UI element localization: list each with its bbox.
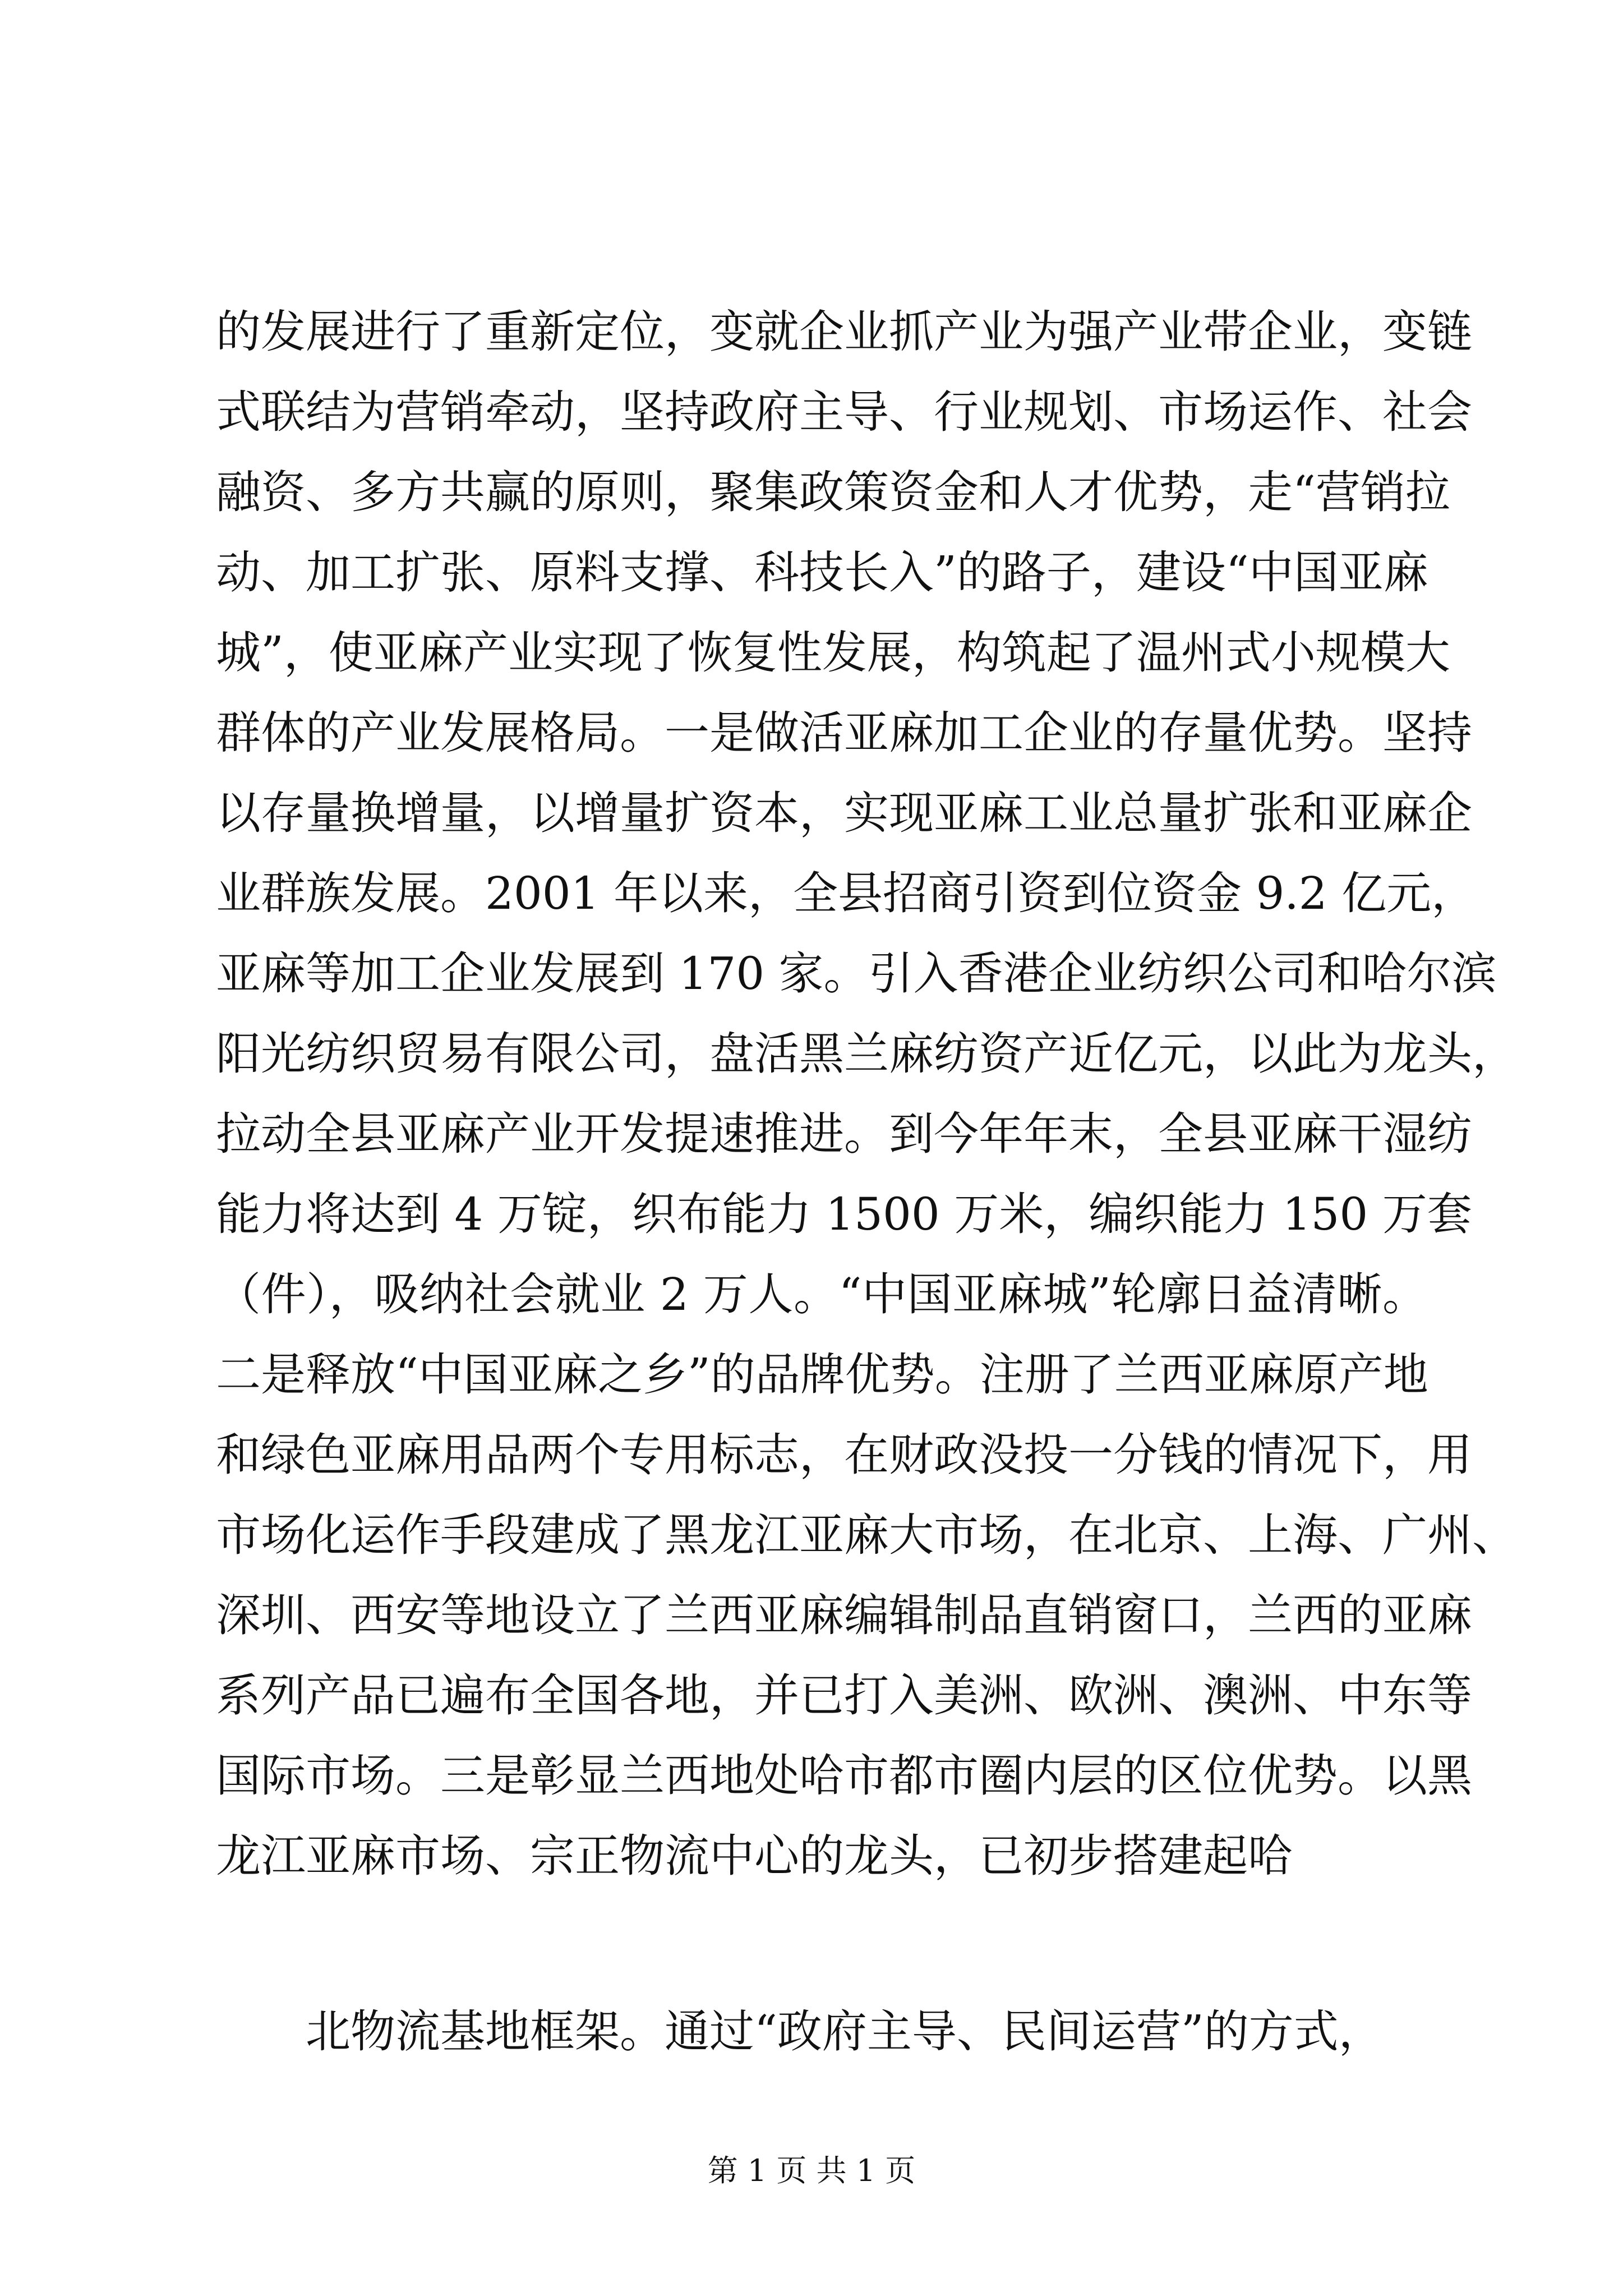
- text-line: 市场化运作手段建成了黑龙江亚麻大市场，在北京、上海、广州、: [216, 1509, 1517, 1561]
- text-line: 群体的产业发展格局。一是做活亚麻加工企业的存量优势。坚持: [216, 707, 1472, 759]
- text-line: 动、加工扩张、原料支撑、科技长入”的路子，建设“中国亚麻: [216, 546, 1428, 599]
- text-line: 融资、多方共赢的原则，聚集政策资金和人才优势，走“营销拉: [216, 466, 1450, 518]
- text-line: 和绿色亚麻用品两个专用标志，在财政没投一分钱的情况下，用: [216, 1429, 1472, 1481]
- body-paragraph: [216, 292, 1517, 1896]
- text-line: 拉动全县亚麻产业开发提速推进。到今年年末，全县亚麻干湿纺: [216, 1108, 1472, 1160]
- text-line: （件），吸纳社会就业 2 万人。“中国亚麻城”轮廓日益清晰。: [216, 1268, 1427, 1320]
- text-line: 系列产品已遍布全国各地，并已打入美洲、欧洲、澳洲、中东等: [216, 1669, 1472, 1722]
- second-paragraph: [306, 1991, 1427, 2072]
- text-line-last: 龙江亚麻市场、宗正物流中心的龙头，已初步搭建起哈: [216, 1830, 1293, 1882]
- text-line: 以存量换增量，以增量扩资本，实现亚麻工业总量扩张和亚麻企: [216, 787, 1472, 839]
- text-line: 北物流基地框架。通过“政府主导、民间运营”的方式，: [306, 2005, 1384, 2058]
- text-line: 能力将达到 4 万锭，织布能力 1500 万米，编织能力 150 万套: [216, 1188, 1472, 1240]
- text-line: 国际市场。三是彰显兰西地处哈市都市圈内层的区位优势。以黑: [216, 1750, 1472, 1802]
- text-line: 二是释放“中国亚麻之乡”的品牌优势。注册了兰西亚麻原产地: [216, 1349, 1428, 1401]
- text-line: 式联结为营销牵动，坚持政府主导、行业规划、市场运作、社会: [216, 386, 1472, 438]
- text-line: 业群族发展。2001 年以来，全县招商引资到位资金 9.2 亿元，: [216, 867, 1477, 919]
- page-footer: 第 1 页 共 1 页: [707, 2153, 916, 2188]
- text-line: 阳光纺织贸易有限公司，盘活黑兰麻纺资产近亿元，以此为龙头，: [216, 1028, 1517, 1080]
- text-line: 亚麻等加工企业发展到 170 家。引入香港企业纺织公司和哈尔滨: [216, 947, 1497, 1000]
- text-line: 城”，使亚麻产业实现了恢复性发展，构筑起了温州式小规模大: [216, 627, 1450, 679]
- text-line: 的发展进行了重新定位，变就企业抓产业为强产业带企业，变链: [216, 306, 1472, 358]
- text-line: 深圳、西安等地设立了兰西亚麻编辑制品直销窗口，兰西的亚麻: [216, 1589, 1472, 1641]
